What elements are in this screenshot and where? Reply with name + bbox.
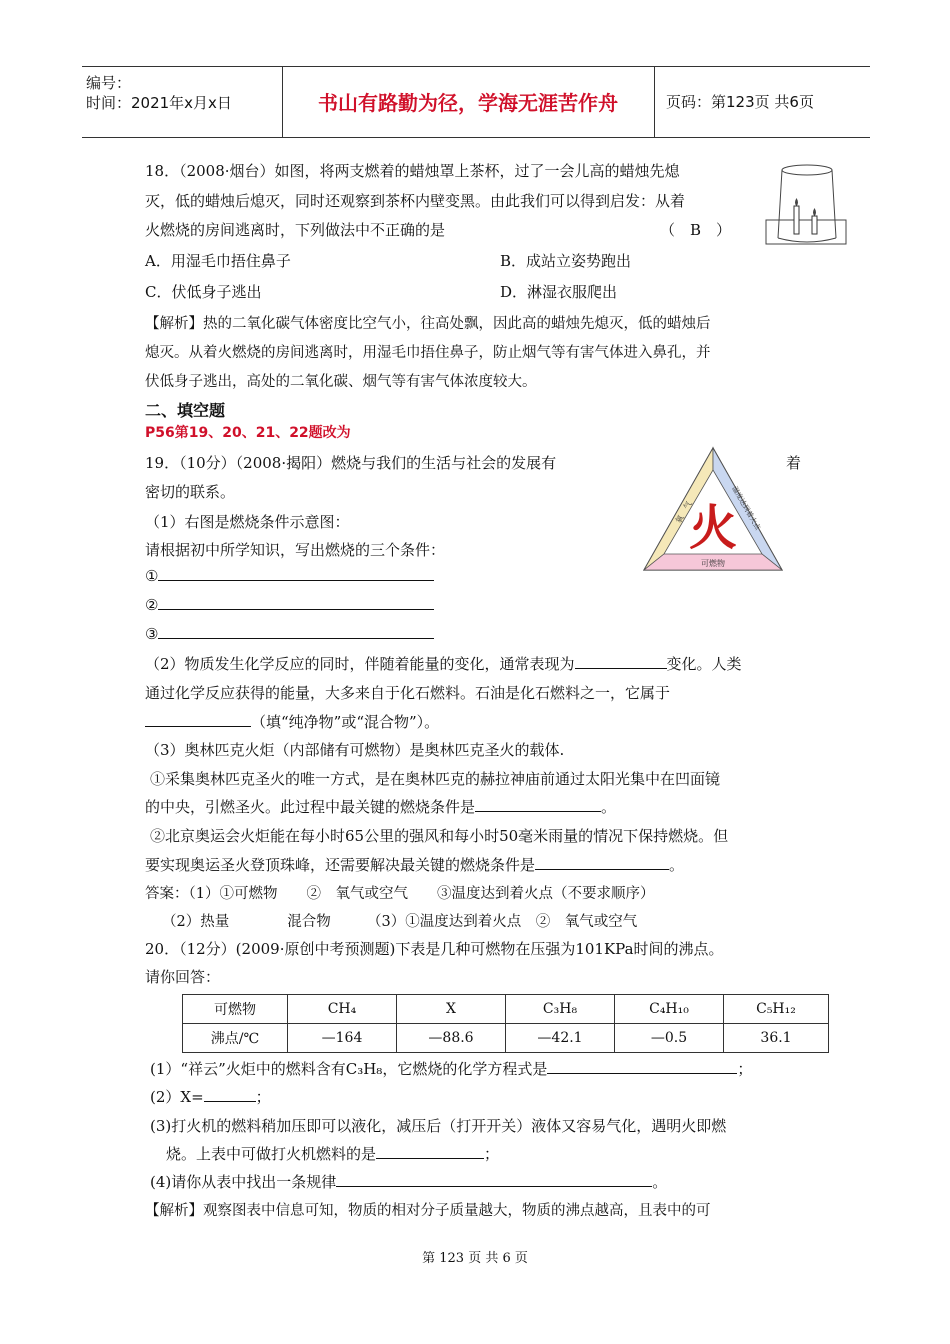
triangle-left-label: 氧 气 <box>673 499 694 525</box>
triangle-right-label: 温度达到着火点 <box>730 485 762 532</box>
q18-analysis-3: 伏低身子逃出，高处的二氧化碳、烟气等有害气体浓度较大。 <box>145 374 537 390</box>
q19-part3b-line2: 要实现奥运圣火登顶珠峰，还需要解决最关键的燃烧条件是 。 <box>145 856 685 874</box>
q19-part2-line1: （2）物质发生化学反应的同时，伴随着能量的变化，通常表现为 变化。人类 <box>145 655 742 673</box>
q19-part3b-line1: ②北京奥运会火炬能在每小时65公里的强风和每小时50毫米雨量的情况下保持燃烧。但 <box>150 827 729 845</box>
q18-line2: 灭，低的蜡烛后熄灭，同时还观察到茶杯内壁变黑。由此我们可以得到启发：从着 <box>145 192 686 210</box>
header-page-label: 页码：第123页 共6页 <box>666 93 814 111</box>
table-cell: CH₄ <box>288 995 397 1024</box>
q19-part3a-line1: ①采集奥林匹克圣火的唯一方式，是在奥林匹克的赫拉神庙前通过太阳光集中在凹面镜 <box>150 770 721 788</box>
table-cell: C₅H₁₂ <box>724 995 829 1024</box>
q19-cond2: ② <box>145 595 434 614</box>
header-meta <box>86 73 232 113</box>
q18-line1: 18．（2008·烟台）如图，将两支燃着的蜡烛罩上茶杯，过了一会儿高的蜡烛先熄 <box>145 162 680 180</box>
q20-sub1: (1）“祥云”火炬中的燃料含有C₃H₈，它燃烧的化学方程式是 ； <box>150 1060 753 1078</box>
q19-cond3: ③ <box>145 624 434 643</box>
q18-line3: 火燃烧的房间逃离时，下列做法中不正确的是 <box>145 221 446 239</box>
q19-part2-line3: （填“纯净物”或“混合物”）。 <box>145 711 439 732</box>
fire-glyph: 火 <box>688 500 738 556</box>
table-cell: C₃H₈ <box>506 995 615 1024</box>
q20-sub3-line2: 烧。上表中可做打火机燃料的是 ； <box>166 1145 500 1163</box>
section-title: 二、填空题 <box>145 401 226 420</box>
table-cell: X <box>397 995 506 1024</box>
q20-line2: 请你回答： <box>145 968 221 986</box>
q19-line2: 密切的联系。 <box>145 483 236 501</box>
number-label: 编号： <box>86 74 132 92</box>
q19-cond1: ① <box>145 566 434 585</box>
q19-part2-line2: 通过化学反应获得的能量，大多来自于化石燃料。石油是化石燃料之一，它属于 <box>145 684 671 702</box>
page-header <box>82 66 870 138</box>
table-cell: 可燃物 <box>183 995 288 1024</box>
table-cell: —0.5 <box>615 1024 724 1053</box>
q19-answer-2: （2）热量 混合物 （3）①温度达到着火点 ② 氧气或空气 <box>162 914 638 930</box>
header-divider <box>654 67 655 137</box>
q19-part1b: 请根据初中所学知识，写出燃烧的三个条件： <box>145 541 446 559</box>
page-footer: 第 123 页 共 6 页 <box>422 1251 528 1266</box>
table-row <box>183 1024 829 1053</box>
q18-option-d: D．淋湿衣服爬出 <box>500 283 618 301</box>
q19-line1-end: 着 <box>786 454 802 472</box>
q18-answer: （ B ） <box>660 221 732 239</box>
triangle-bottom-label: 可燃物 <box>701 559 725 568</box>
q19-part3a-line2: 的中央，引燃圣火。此过程中最关键的燃烧条件是 。 <box>145 798 617 816</box>
table-cell: —88.6 <box>397 1024 506 1053</box>
table-cell: 沸点/℃ <box>183 1024 288 1053</box>
time-label: 时间：2021年x月x日 <box>86 94 232 112</box>
candle-cup-figure <box>762 160 852 250</box>
q19-line1: 19．（10分）（2008·揭阳）燃烧与我们的生活与社会的发展有 <box>145 454 557 472</box>
q19-part1: （1）右图是燃烧条件示意图： <box>145 513 350 531</box>
table-cell: C₄H₁₀ <box>615 995 724 1024</box>
q19-answer-1: 答案：（1）①可燃物 ② 氧气或空气 ③温度达到着火点（不要求顺序） <box>145 886 655 902</box>
q20-sub4: (4)请你从表中找出一条规律 。 <box>150 1173 668 1191</box>
q20-analysis: 【解析】观察图表中信息可知，物质的相对分子质量越大，物质的沸点越高，且表中的可 <box>145 1203 711 1219</box>
table-cell: —164 <box>288 1024 397 1053</box>
header-motto: 书山有路勤为径，学海无涯苦作舟 <box>318 91 618 115</box>
section-note: P56第19、20、21、22题改为 <box>145 425 351 441</box>
q18-analysis-1: 【解析】热的二氧化碳气体密度比空气小，往高处飘，因此高的蜡烛先熄灭，低的蜡烛后 <box>145 316 711 332</box>
combustion-triangle <box>640 444 786 574</box>
q20-sub3-line1: (3)打火机的燃料稍加压即可以液化，减压后（打开开关）液体又容易气化，遇明火即燃 <box>150 1117 727 1135</box>
q18-option-b: B．成站立姿势跑出 <box>500 252 632 270</box>
boiling-point-table <box>182 994 829 1053</box>
q18-option-a: A．用湿毛巾捂住鼻子 <box>145 252 291 270</box>
table-row <box>183 995 829 1024</box>
table-cell: —42.1 <box>506 1024 615 1053</box>
q18-analysis-2: 熄灭。从着火燃烧的房间逃离时，用湿毛巾捂住鼻子，防止烟气等有害气体进入鼻孔，并 <box>145 345 711 361</box>
q20-line1: 20．（12分）(2009·原创中考预测题)下表是几种可燃物在压强为101KPa时间的沸点。 <box>145 940 724 958</box>
q20-sub2: (2）X= ； <box>150 1088 271 1106</box>
q19-part3: （3）奥林匹克火炬（内部储有可燃物）是奥林匹克圣火的载体. <box>145 741 565 759</box>
table-cell: 36.1 <box>724 1024 829 1053</box>
q18-option-c: C．伏低身子逃出 <box>145 283 262 301</box>
